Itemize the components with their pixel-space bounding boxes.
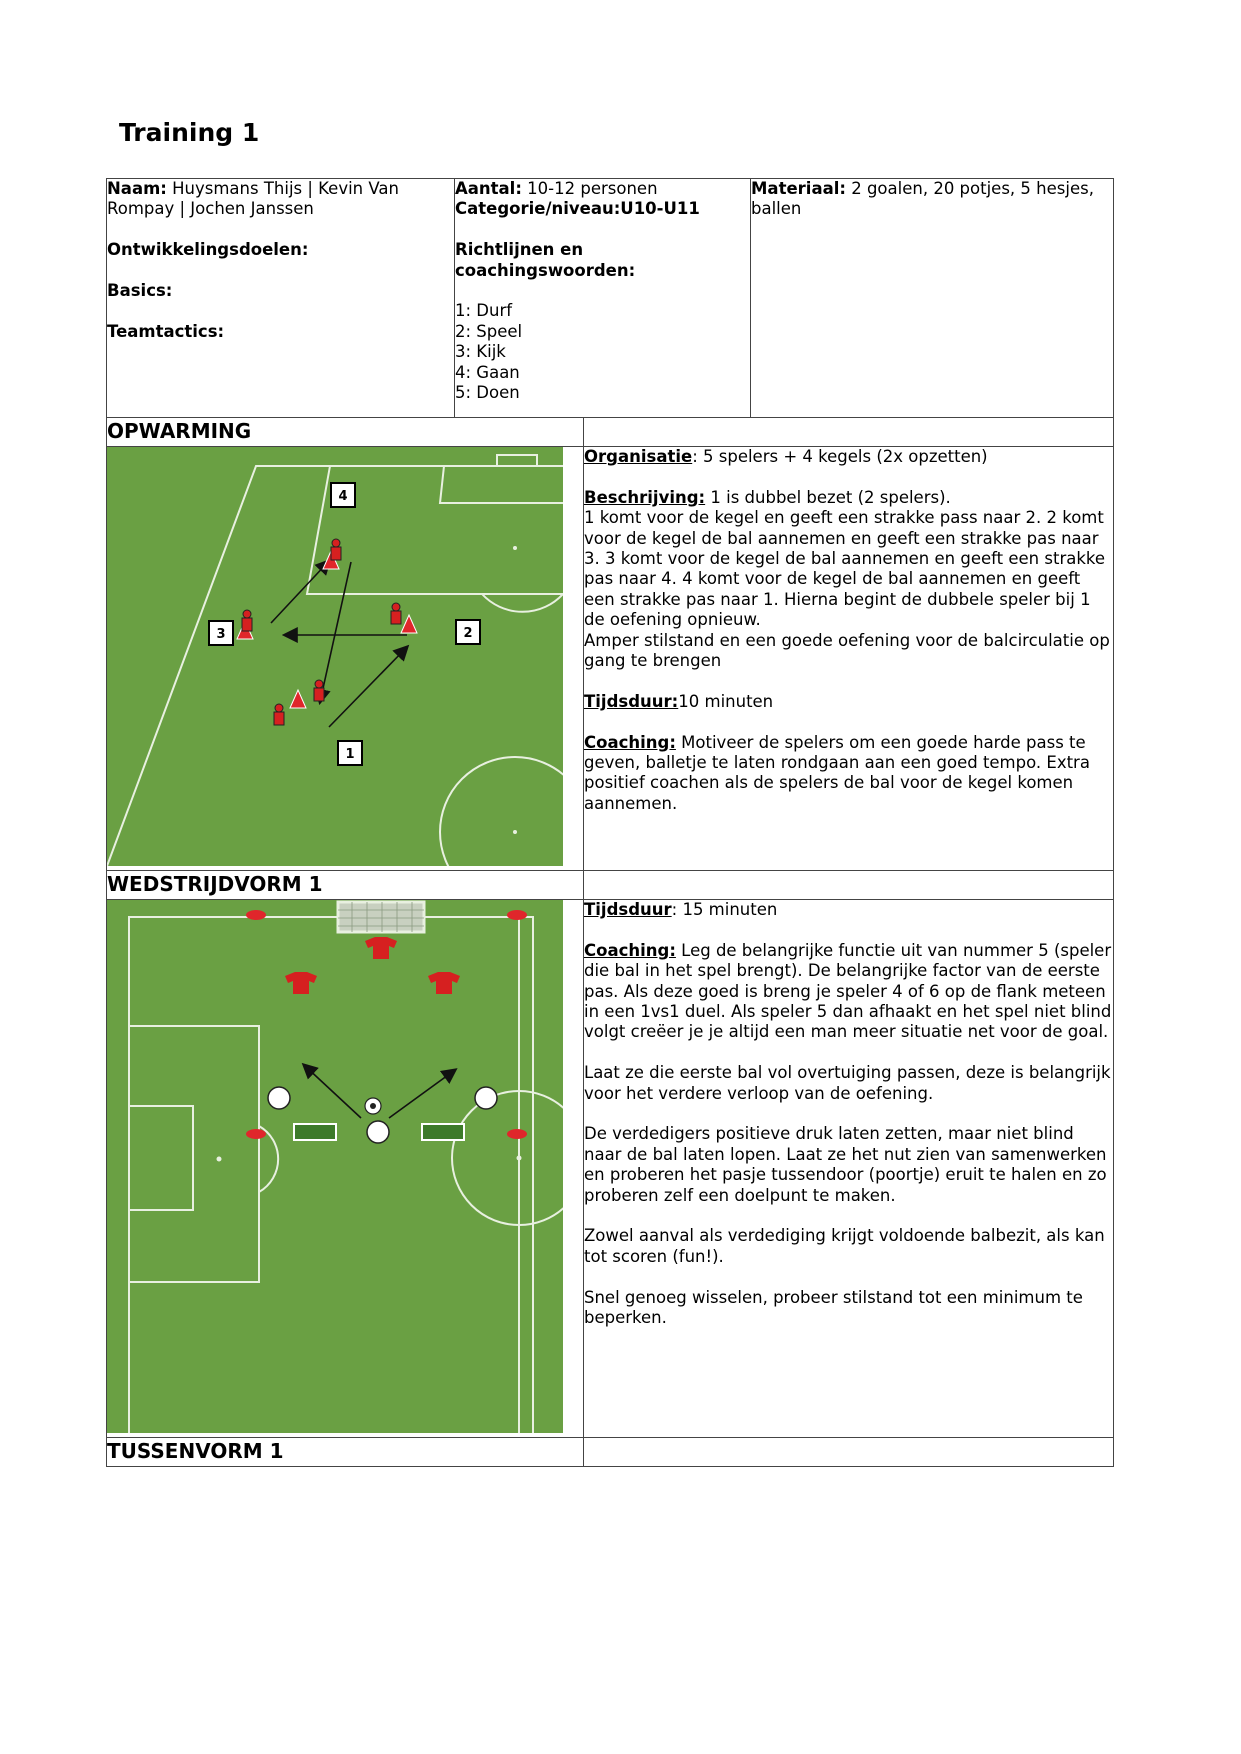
label-1: 1	[345, 747, 355, 762]
small-goal-left	[294, 1124, 336, 1140]
player-3a-body	[242, 618, 252, 631]
opwarming-coaching-value: Motiveer de spelers om een goede harde pass te geven, balletje te laten rondgaan aan een goed tempo. Extra positief coachen als de spelers de bal voor de kegel komen aannemen.	[584, 732, 1090, 813]
player-1a-body	[314, 688, 324, 701]
tussenvorm-title-row	[107, 1438, 1114, 1467]
pitch-background	[107, 447, 563, 866]
richtlijnen-item-2: 2: Speel	[455, 321, 523, 341]
player-2a	[392, 603, 400, 611]
ball	[365, 1098, 381, 1114]
aantal-cell	[455, 179, 751, 418]
player-1b	[275, 704, 283, 712]
wedstrijdvorm-paragraph-4: Snel genoeg wisselen, probeer stilstand tot een minimum te beperken.	[584, 1287, 1083, 1328]
wedstrijdvorm-tijdsduur-label: Tijdsduur	[584, 900, 672, 919]
naam-label: Naam:	[107, 179, 167, 198]
richtlijnen-item-4: 4: Gaan	[455, 362, 520, 382]
opwarming-content-row	[107, 447, 1114, 871]
ontwikkelingsdoelen-label: Ontwikkelingsdoelen:	[107, 240, 309, 260]
naam-cell	[107, 179, 455, 418]
aantal-value: 10-12 personen	[521, 179, 658, 198]
training-table	[106, 178, 1114, 1467]
label-4: 4	[338, 489, 348, 504]
wedstrijdvorm-title: WEDSTRIJDVORM 1	[107, 871, 584, 900]
tussenvorm-title: TUSSENVORM 1	[107, 1438, 584, 1467]
opwarming-text-cell	[584, 447, 1114, 871]
beschrijving-label: Beschrijving:	[584, 487, 706, 507]
player-3a	[243, 610, 251, 618]
wedstrijdvorm-title-empty	[584, 871, 1114, 900]
player-1b-body	[274, 712, 284, 725]
player-4a	[332, 539, 340, 547]
wedstrijdvorm-paragraph-1: Laat ze die eerste bal vol overtuiging passen, deze is belangrijk voor het verdere verloop van de oefening.	[584, 1063, 1111, 1103]
opwarming-tijdsduur-label: Tijdsduur:	[584, 691, 679, 711]
opwarming-coaching-label: Coaching:	[584, 732, 676, 752]
opwarming-diagram-cell	[107, 447, 584, 871]
main-goal	[338, 902, 424, 932]
opwarming-diagram	[107, 447, 563, 866]
beschrijving-value: 1 is dubbel bezet (2 spelers).	[705, 487, 951, 507]
richtlijnen-label: Richtlijnen en coachingswoorden:	[455, 240, 636, 280]
organisatie-value: : 5 spelers + 4 kegels (2x opzetten)	[692, 447, 988, 466]
player-4a-body	[331, 547, 341, 560]
pitch-background	[107, 900, 563, 1433]
materiaal-label: Materiaal:	[751, 179, 846, 198]
center-spot	[517, 1156, 522, 1161]
richtlijnen-item-5: 5: Doen	[455, 383, 520, 403]
cone-top-right	[507, 910, 527, 920]
wedstrijdvorm-content-row	[107, 900, 1114, 1438]
teamtactics-label: Teamtactics:	[107, 321, 225, 341]
wedstrijdvorm-tijdsduur-value: : 15 minuten	[671, 900, 778, 919]
white-player-center	[367, 1121, 389, 1143]
white-player-right	[475, 1087, 497, 1109]
opwarming-title-row	[107, 418, 1114, 447]
richtlijnen-item-1: 1: Durf	[455, 301, 513, 321]
materiaal-value: 2 goalen, 20 potjes, 5 hesjes, ballen	[751, 179, 1094, 219]
penalty-spot	[513, 546, 517, 550]
wedstrijdvorm-text-cell	[584, 900, 1114, 1438]
cone-mid-left	[246, 1129, 266, 1139]
player-2a-body	[391, 611, 401, 624]
aantal-label: Aantal:	[455, 179, 522, 198]
richtlijnen-item-3: 3: Kijk	[455, 342, 506, 362]
small-goal-right	[422, 1124, 464, 1140]
opwarming-title-empty	[584, 418, 1114, 447]
penalty-spot	[217, 1157, 222, 1162]
beschrijving-text2: Amper stilstand en een goede oefening voor de balcirculatie op gang te brengen	[584, 630, 1110, 671]
center-spot	[513, 830, 517, 834]
label-3: 3	[216, 627, 226, 642]
wedstrijdvorm-coaching-label: Coaching:	[584, 940, 676, 960]
naam-value: Huysmans Thijs | Kevin Van Rompay | Jochen Janssen	[107, 179, 399, 219]
player-1a	[315, 680, 323, 688]
materiaal-cell	[751, 179, 1114, 418]
wedstrijdvorm-title-row	[107, 871, 1114, 900]
label-2: 2	[463, 626, 473, 641]
opwarming-tijdsduur-value: 10 minuten	[678, 691, 774, 711]
page-title: Training 1	[119, 118, 260, 147]
wedstrijdvorm-diagram	[107, 900, 563, 1433]
cone-top-left	[246, 910, 266, 920]
white-player-left	[268, 1087, 290, 1109]
wedstrijdvorm-coaching-value: Leg de belangrijke functie uit van nummer 5 (speler die bal in het spel brengt). De belangrijke factor van de eerste pas. Als deze goed is breng je speler 4 of 6 op de flank meteen in een 1vs1 duel. Als speler 5 dan afhaakt en het spel niet blind volgt creëer je je altijd een man meer situatie net voor de goal.	[584, 940, 1112, 1042]
beschrijving-text: 1 komt voor de kegel en geeft een strakke pass naar 2. 2 komt voor de kegel de bal aannemen en geeft een strakke pas naar 3. 3 komt voor de kegel de bal aannemen en geeft een strakke pas naar 4. 4 komt voor de kegel de bal aannemen en geeft een strakke pas naar 1. Hierna begint de dubbele speler bij 1 de oefening opnieuw.	[584, 508, 1106, 630]
wedstrijdvorm-diagram-cell	[107, 900, 584, 1438]
categorie-label: Categorie/niveau:U10-U11	[455, 199, 700, 219]
cone-mid-right	[507, 1129, 527, 1139]
header-row	[107, 179, 1114, 418]
tussenvorm-title-empty	[584, 1438, 1114, 1467]
basics-label: Basics:	[107, 281, 173, 300]
wedstrijdvorm-paragraph-2: De verdedigers positieve druk laten zetten, maar niet blind naar de bal laten lopen. Laat ze het nut zien van samenwerken en proberen het pasje tussendoor (poortje) eruit te halen en zo proberen zelf een doelpunt te maken.	[584, 1124, 1107, 1205]
wedstrijdvorm-paragraph-3: Zowel aanval als verdediging krijgt voldoende balbezit, als kan tot scoren (fun!).	[584, 1226, 1105, 1266]
organisatie-label: Organisatie	[584, 447, 693, 466]
opwarming-title: OPWARMING	[107, 418, 584, 447]
